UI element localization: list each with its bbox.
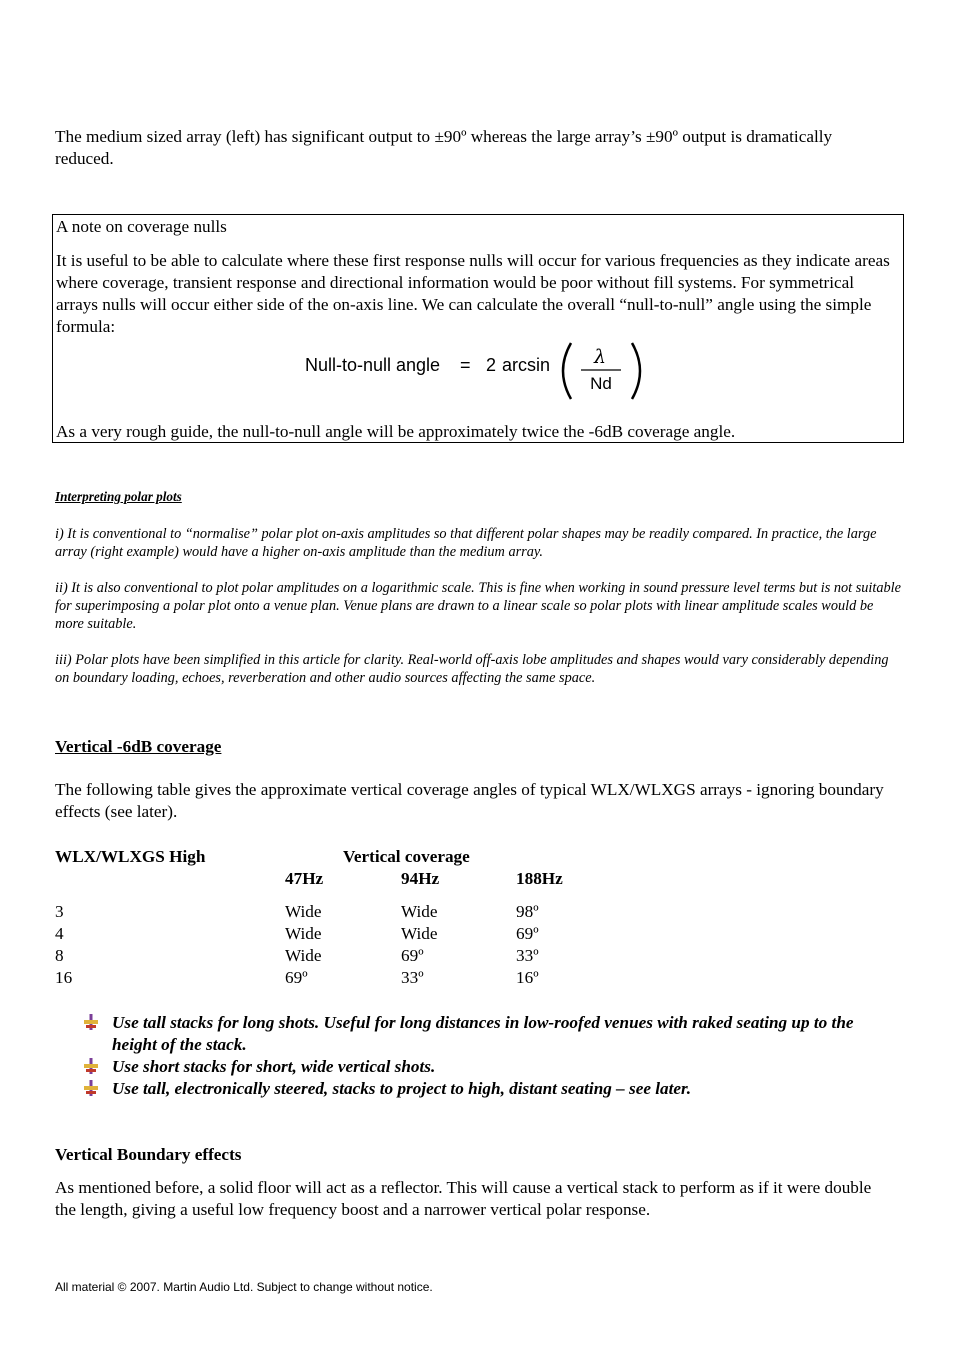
boundary-effects-body: As mentioned before, a solid floor will act as a reflector. This will cause a vertical stack to perform as if it were double the length, giving a useful low frequency boost and a narrower vertical polar response. <box>55 1178 872 1219</box>
table-cell-high: 4 <box>55 924 64 943</box>
bullet-text: Use tall stacks for long shots. Useful for long distances in low-roofed venues with raked seating up to the height of the stack. <box>112 1013 854 1054</box>
table-cell: Wide <box>401 902 438 921</box>
formula-coefficient: 2 <box>486 355 497 375</box>
interpreting-point: i) It is conventional to “normalise” polar plot on-axis amplitudes so that different polar shapes may be readily compared. In practice, the large array (right example) would have a higher on-axis amplitude than the medium array. <box>55 526 877 560</box>
table-cell: 16º <box>516 968 539 987</box>
formula-nd: Nd <box>590 374 612 393</box>
coverage-nulls-note <box>52 214 904 443</box>
table-cell: Wide <box>285 946 322 965</box>
table-cell: 69º <box>285 968 308 987</box>
formula-right-paren <box>632 343 640 399</box>
recommendation-bullets <box>82 1012 902 1100</box>
table-cell-high: 8 <box>55 946 64 965</box>
interpreting-point: iii) Polar plots have been simplified in this article for clarity. Real-world off-axis lobe amplitudes and shapes would vary considerably depending on boundary loading, echoes, reverberation and other audio sources affecting the same space. <box>55 652 889 686</box>
formula-lambda: λ <box>593 346 607 368</box>
formula-equals: = <box>460 355 471 375</box>
table-column-header: 188Hz <box>516 869 563 888</box>
note-title: A note on coverage nulls <box>56 217 227 236</box>
note-body: It is useful to be able to calculate where these first response nulls will occur for various frequencies as they indicate areas where coverage, transient response and directional information would be poor without fill systems. For symmetrical arrays nulls will occur either side of the on-axis line. We can calculate the overall “null-to-null” angle using the simple formula: <box>56 251 890 336</box>
pushpin-bullet-icon <box>83 1080 99 1096</box>
intro-paragraph: The medium sized array (left) has significant output to ±90º whereas the large array’s ±90º output is dramatically reduced. <box>55 127 833 168</box>
bullet-item <box>82 1056 902 1078</box>
boundary-effects-heading: Vertical Boundary effects <box>55 1145 242 1164</box>
interpreting-point: ii) It is also conventional to plot polar amplitudes on a logarithmic scale. This is fine when working in sound pressure level terms but is not suitable for superimposing a polar plot onto a venue plan. Venue plans are drawn to a linear scale so polar plots with linear amplitude scales would be more suitable. <box>55 580 901 632</box>
table-cell: 33º <box>401 968 424 987</box>
interpreting-polar-plots <box>55 488 905 705</box>
bullet-item <box>82 1078 902 1100</box>
formula-left-paren <box>563 343 571 399</box>
footer-copyright: All material © 2007. Martin Audio Ltd. Subject to change without notice. <box>55 1280 433 1294</box>
table-cell: Wide <box>285 924 322 943</box>
formula-lhs: Null-to-null angle <box>305 355 441 375</box>
table-cell: 98º <box>516 902 539 921</box>
table-group-header: Vertical coverage <box>343 847 470 866</box>
table-cell: 69º <box>401 946 424 965</box>
table-cell: Wide <box>285 902 322 921</box>
table-cell: Wide <box>401 924 438 943</box>
pushpin-bullet-icon <box>83 1058 99 1074</box>
formula-function: arcsin <box>502 355 551 375</box>
bullet-item <box>82 1012 902 1056</box>
table-cell-high: 3 <box>55 902 64 921</box>
pushpin-bullet-icon <box>83 1014 99 1030</box>
table-cell: 69º <box>516 924 539 943</box>
table-column-header: 94Hz <box>401 869 440 888</box>
null-to-null-formula <box>303 339 653 403</box>
bullet-text: Use short stacks for short, wide vertical shots. <box>112 1057 436 1076</box>
vertical-coverage-heading: Vertical -6dB coverage <box>55 737 222 756</box>
table-row-header: WLX/WLXGS High <box>55 847 206 866</box>
table-cell: 33º <box>516 946 539 965</box>
bullet-text: Use tall, electronically steered, stacks to project to high, distant seating – see later. <box>112 1079 692 1098</box>
table-intro: The following table gives the approximate vertical coverage angles of typical WLX/WLXGS arrays - ignoring boundary effects (see later). <box>55 780 884 821</box>
note-guide: As a very rough guide, the null-to-null angle will be approximately twice the -6dB coverage angle. <box>56 422 736 441</box>
table-cell-high: 16 <box>55 968 73 987</box>
interpreting-title: Interpreting polar plots <box>55 489 182 504</box>
table-column-header: 47Hz <box>285 869 324 888</box>
